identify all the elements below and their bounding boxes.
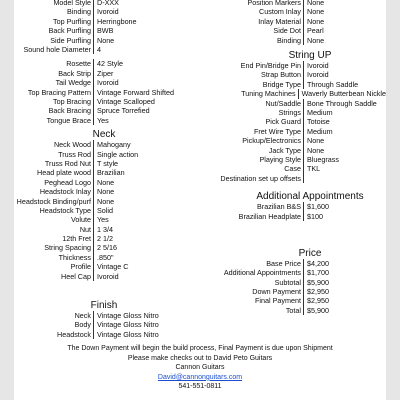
spec-value: 42 Style (97, 59, 123, 69)
spec-label: Headstock Inlay (14, 187, 94, 196)
spec-value: 4 (97, 45, 101, 55)
spec-value: None (97, 177, 115, 187)
spec-value: None (97, 187, 115, 197)
spec-label: Custom Inlay (194, 7, 304, 16)
right-column (194, 0, 386, 315)
spec-row (194, 268, 386, 277)
spec-row (14, 36, 194, 45)
spec-value: $2,950 (307, 296, 329, 306)
spec-label: Body (14, 320, 94, 329)
spec-label: Bridge Type (194, 80, 304, 89)
spec-row (14, 206, 194, 215)
spec-value: .850" (97, 252, 114, 262)
spec-row (14, 330, 194, 339)
spec-value: Ivoroid (97, 7, 119, 17)
email-link[interactable]: David@cannonguitars.com (157, 373, 243, 381)
spec-label: Inlay Material (194, 17, 304, 26)
spec-label: Top Bracing Pattern (14, 88, 94, 97)
spec-label: Binding (194, 36, 304, 45)
spec-value: Vintage Gloss Nitro (97, 320, 159, 330)
spec-row (194, 202, 386, 211)
stringup-spec-list (194, 61, 386, 183)
spec-label: Tongue Brace (14, 116, 94, 125)
spec-value: $4,200 (307, 258, 329, 268)
spec-row (194, 26, 386, 35)
spec-value: Ziper (97, 68, 114, 78)
spec-label: Back Strip (14, 69, 94, 78)
spec-value: Single action (97, 149, 139, 159)
spec-row (14, 149, 194, 158)
spec-value: $1,600 (307, 202, 329, 212)
spec-label: Side Purfling (14, 36, 94, 45)
spec-value: T style (97, 158, 119, 168)
spec-value: TKL (307, 164, 321, 174)
spec-value: None (97, 196, 115, 206)
spec-value: None (307, 7, 325, 17)
spec-label: Truss Rod Nut (14, 159, 94, 168)
spec-label: Brazilian Headplate (194, 211, 304, 220)
spec-label: Destination set up offsets (194, 174, 304, 183)
spec-value: $5,900 (307, 305, 329, 315)
spec-row (194, 164, 386, 173)
spec-label: Back Purfling (14, 26, 94, 35)
spec-value: $2,950 (307, 287, 329, 297)
spec-label: Total (194, 306, 304, 315)
spec-value: Ivoroid (307, 61, 329, 71)
spec-value: Medium (307, 126, 333, 136)
spec-row (194, 174, 386, 183)
spec-label: Base Price (194, 259, 304, 268)
spec-label: Strings (194, 108, 304, 117)
spec-value: Medium (307, 108, 333, 117)
spec-row (14, 17, 194, 26)
spec-row (14, 97, 194, 106)
finish-heading: Finish (90, 299, 118, 311)
spec-row (14, 168, 194, 177)
spec-label: Truss Rod (14, 149, 94, 158)
spec-label: Brazilian B&S (194, 202, 304, 211)
spec-label: Tail Wedge (14, 78, 94, 87)
spec-label: Sound hole Diameter (14, 45, 94, 54)
spec-label: Heel Cap (14, 272, 94, 281)
spec-row (14, 234, 194, 243)
payment-note: The Down Payment will begin the build process, Final Payment is due upon Shipment (67, 345, 333, 352)
spec-label: Side Dot (194, 26, 304, 35)
spec-label: Back Bracing (14, 106, 94, 115)
spec-label: Position Markers (194, 0, 304, 7)
spec-value: Vintage C (97, 262, 129, 272)
appointments-heading: Additional Appointments (256, 191, 364, 203)
spec-label: Playing Style (194, 155, 304, 164)
spec-label: Tuning Machines (194, 89, 299, 98)
left-column (14, 0, 194, 339)
spec-value: Waverly Butterbean Nickle (301, 89, 386, 99)
spec-value: Bone Through Saddle (307, 98, 377, 108)
spec-label: Neck (14, 311, 94, 320)
spec-value: Yes (97, 215, 109, 225)
spec-value: $100 (307, 211, 323, 221)
spec-row (14, 116, 194, 125)
spec-value: Solid (97, 205, 113, 215)
spec-row (194, 211, 386, 220)
spec-value: Ivoroid (97, 78, 119, 88)
spec-label: Model Style (14, 0, 94, 7)
spec-row (14, 45, 194, 54)
spec-value: None (307, 0, 325, 8)
spec-label: Final Payment (194, 296, 304, 305)
spec-row (194, 127, 386, 136)
spec-value: Totoise (307, 117, 330, 127)
spec-row (194, 287, 386, 296)
spec-label: String Spacing (14, 243, 94, 252)
spec-row (194, 108, 386, 117)
appointments-list (194, 202, 386, 221)
spec-row (194, 155, 386, 164)
spec-row (194, 17, 386, 26)
spec-row (194, 136, 386, 145)
spec-row (14, 140, 194, 149)
spec-value: Through Saddle (307, 79, 359, 89)
spec-label: Pickup/Electronics (194, 136, 304, 145)
price-list (194, 259, 386, 315)
spec-row (14, 215, 194, 224)
spec-row (14, 88, 194, 97)
spec-label: Peghead Logo (14, 178, 94, 187)
spec-value: Vintage Gloss Nitro (97, 311, 159, 321)
spec-value: BWB (97, 26, 114, 36)
spec-row (194, 99, 386, 108)
spec-value: None (307, 16, 325, 26)
spec-value: Vintage Forward Shifted (97, 87, 174, 97)
spec-row (14, 0, 194, 7)
spec-label: Additional Appointments (194, 268, 304, 277)
spec-value: None (307, 35, 325, 45)
spec-label: Case (194, 164, 304, 173)
spec-row (14, 243, 194, 252)
spec-label: Nut (14, 225, 94, 234)
spec-label: Thickness (14, 253, 94, 262)
check-note: Please make checks out to David Peto Guitars (127, 354, 273, 362)
spec-value: None (307, 136, 325, 146)
spec-label: End Pin/Bridge Pin (194, 61, 304, 70)
spec-sheet-page (14, 0, 386, 400)
spec-label: Rosette (14, 59, 94, 68)
spec-row (14, 225, 194, 234)
spec-label: 12th Fret (14, 234, 94, 243)
spec-row (194, 61, 386, 70)
footer (14, 344, 386, 392)
spec-row (194, 7, 386, 16)
spec-row (194, 306, 386, 315)
spec-label: Neck Wood (14, 140, 94, 149)
spec-row (14, 106, 194, 115)
spec-label: Headstock (14, 330, 94, 339)
spec-value: Yes (97, 115, 109, 125)
neck-spec-list (14, 140, 194, 281)
spec-label: Pick Guard (194, 117, 304, 126)
stringup-heading: String UP (288, 49, 332, 61)
spec-row (14, 69, 194, 78)
spec-label: Down Payment (194, 287, 304, 296)
spec-value: Pearl (307, 26, 324, 36)
spec-value: Spruce Torrefied (97, 106, 150, 116)
spec-value: Herringbone (97, 16, 137, 26)
spec-row (14, 178, 194, 187)
spec-label: Subtotal (194, 278, 304, 287)
spec-value: Vintage Gloss Nitro (97, 329, 159, 339)
spec-row (194, 278, 386, 287)
spec-value: D-XXX (97, 0, 119, 8)
spec-value: None (97, 35, 115, 45)
spec-row (14, 320, 194, 329)
spec-row (194, 89, 386, 98)
spec-label: Headstock Type (14, 206, 94, 215)
spec-row (14, 7, 194, 16)
price-heading: Price (298, 247, 322, 259)
spec-row (14, 196, 194, 205)
spec-label: Top Bracing (14, 97, 94, 106)
spec-row (194, 80, 386, 89)
spec-row (14, 262, 194, 271)
spec-row (14, 187, 194, 196)
spec-row (194, 0, 386, 7)
spec-label: Jack Type (194, 145, 304, 154)
spec-value: 1 3/4 (97, 224, 113, 234)
spec-label: Volute (14, 215, 94, 224)
spec-label: Profile (14, 262, 94, 271)
spec-row (14, 159, 194, 168)
spec-value: Ivoroid (307, 70, 329, 80)
body-spec-list (14, 0, 194, 54)
bracing-spec-list (14, 59, 194, 125)
spec-row (194, 296, 386, 305)
spec-label: Headstock Binding/purf (14, 196, 94, 205)
spec-row (14, 78, 194, 87)
spec-value: $5,900 (307, 277, 329, 287)
spec-row (194, 117, 386, 126)
spec-row (14, 26, 194, 35)
spec-row (194, 259, 386, 268)
spec-value: Mahogany (97, 140, 131, 150)
finish-spec-list (14, 311, 194, 339)
spec-value: 2 1/2 (97, 234, 113, 244)
spec-row (14, 59, 194, 68)
spec-value: Ivoroid (97, 271, 119, 281)
spec-row (194, 70, 386, 79)
spec-label: Binding (14, 7, 94, 16)
spec-value: $1,700 (307, 268, 329, 278)
company-name: Cannon Guitars (175, 364, 225, 372)
spec-row (194, 36, 386, 45)
spec-value: Vintage Scalloped (97, 97, 155, 106)
spec-label: Strap Button (194, 70, 304, 79)
spec-row (14, 311, 194, 320)
neck-heading: Neck (92, 129, 116, 141)
spec-label: Head plate wood (14, 168, 94, 177)
spec-row (14, 272, 194, 281)
spec-row (14, 253, 194, 262)
spec-label: Top Purfling (14, 17, 94, 26)
phone-number: 541-551-0811 (178, 383, 222, 391)
spec-value: Brazilian (97, 168, 125, 178)
spec-label: Nut/Saddle (194, 99, 304, 108)
inlay-spec-list (194, 0, 386, 45)
spec-label: Fret Wire Type (194, 127, 304, 136)
spec-row (194, 145, 386, 154)
spec-value: 2 5/16 (97, 243, 117, 253)
spec-value: Bluegrass (307, 154, 339, 164)
spec-value: None (307, 145, 325, 155)
